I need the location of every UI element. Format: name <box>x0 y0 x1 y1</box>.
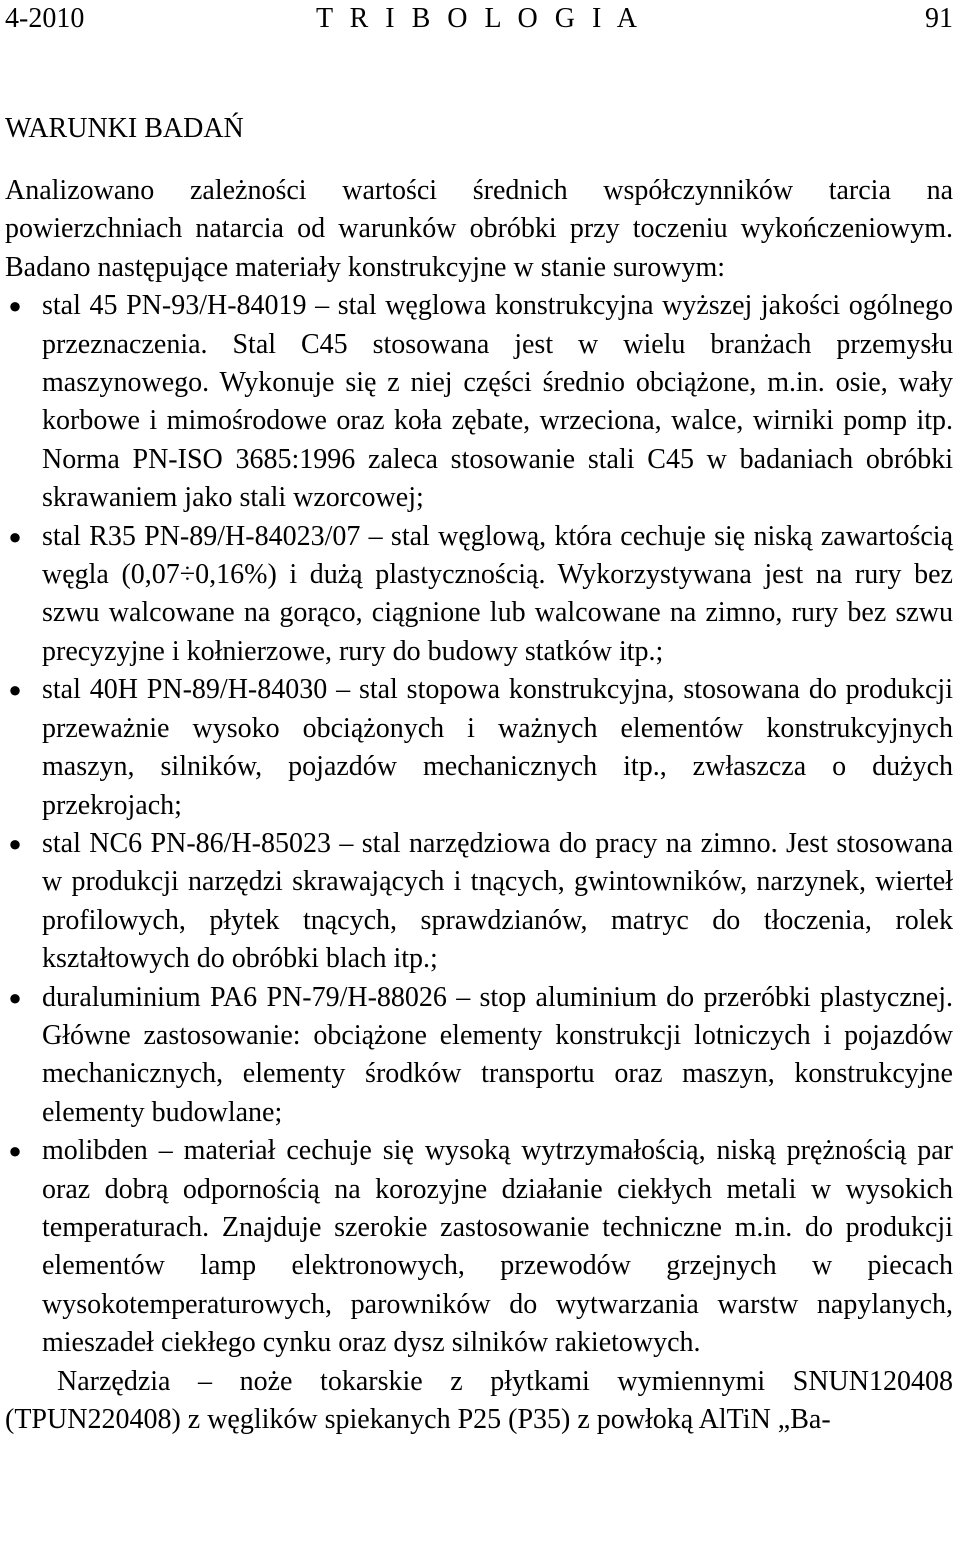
list-item <box>5 518 953 672</box>
bullet-icon: ● <box>8 830 22 856</box>
issue-number: 4-2010 <box>5 3 85 34</box>
list-item-text: stal 40H PN-89/H-84030 – stal stopowa konstrukcyjna, stosowana do produkcji przeważnie wysoko obciążonych i ważnych elementów konstrukcyjnych maszyn, silników, pojazdów mechanicznych itp., zwłaszcza o dużych przekrojach; <box>42 674 953 821</box>
section-title: WARUNKI BADAŃ <box>5 113 244 144</box>
journal-title: T R I B O L O G I A <box>316 3 642 34</box>
materials-list <box>5 287 953 1362</box>
list-item-text: duraluminium PA6 PN-79/H-88026 – stop aluminium do przeróbki plastycznej. Główne zastosowanie: obciążone elementy konstrukcji lotniczych i pojazdów mechanicznych, elementy środków transportu oraz maszyn, konstrukcyjne elementy budowlane; <box>42 981 953 1128</box>
page-number: 91 <box>925 3 953 34</box>
list-item <box>5 825 953 979</box>
bullet-icon: ● <box>8 293 22 319</box>
list-item <box>5 1132 953 1362</box>
bullet-icon: ● <box>8 523 22 549</box>
bullet-icon: ● <box>8 984 22 1010</box>
list-item <box>5 287 953 517</box>
intro-paragraph: Analizowano zależności wartości średnich współczynników tarcia na powierzchniach natarcia od warunków obróbki przy toczeniu wykończeniowym. Badano następujące materiały konstrukcyjne w stanie surowym: <box>5 175 953 283</box>
list-item-text: stal R35 PN-89/H-84023/07 – stal węglową, która cechuje się niską zawartością węgla (0,07÷0,16%) i dużą plastycznością. Wykorzystywana jest na rury bez szwu walcowane na gorąco, ciągnione lub walcowane na zimno, rury bez szwu precyzyjne i kołnierzowe, rury do budowy statków itp.; <box>42 520 953 667</box>
bullet-icon: ● <box>8 1138 22 1164</box>
closing-paragraph: Narzędzia – noże tokarskie z płytkami wymiennymi SNUN120408 (TPUN220408) z węglików spiekanych P25 (P35) z powłoką AlTiN „Ba- <box>5 1365 953 1435</box>
running-header <box>5 2 953 36</box>
list-item-text: molibden – materiał cechuje się wysoką wytrzymałością, niską prężnością par oraz dobrą odpornością na korozyjne działanie ciekłych metali w wysokich temperaturach. Znajduje szerokie zastosowanie techniczne m.in. do produkcji elementów lamp elektronowych, przewodów grzejnych w piecach wysokotemperaturowych, parowników do wytwarzania warstw napylanych, mieszadeł ciekłego cynku oraz dysz silników rakietowych. <box>42 1135 953 1359</box>
list-item-text: stal 45 PN-93/H-84019 – stal węglowa konstrukcyjna wyższej jakości ogólnego przeznaczenia. Stal C45 stosowana jest w wielu branżach przemysłu maszynowego. Wykonuje się z niej części średnio obciążone, m.in. osie, wały korbowe i mimośrodowe oraz koła zębate, wrzeciona, walce, wirniki pomp itp. Norma PN-ISO 3685:1996 zaleca stosowanie stali C45 w badaniach obróbki skrawaniem jako stali wzorcowej; <box>42 290 953 514</box>
list-item-text: stal NC6 PN-86/H-85023 – stal narzędziowa do pracy na zimno. Jest stosowana w produkcji narzędzi skrawających i tnących, gwintowników, narzynek, wierteł profilowych, płytek tnących, sprawdzianów, matryc do tłoczenia, rolek kształtowych do obróbki blach itp.; <box>42 827 953 975</box>
list-item <box>5 671 953 825</box>
bullet-icon: ● <box>8 677 22 703</box>
body-text <box>5 172 953 1439</box>
list-item <box>5 979 953 1133</box>
